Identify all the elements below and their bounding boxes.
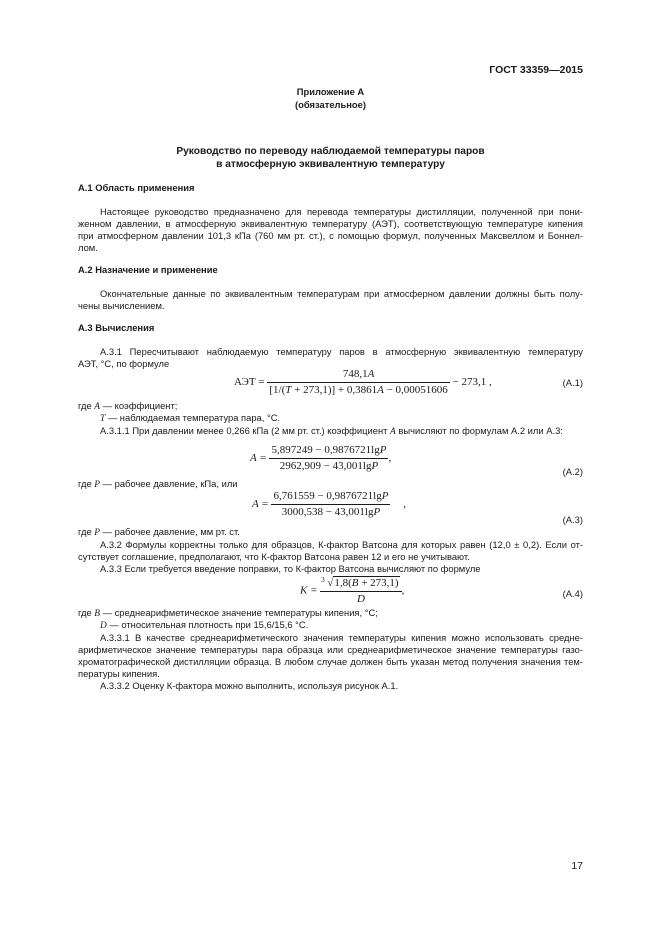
s1-line-1: Настоящее руководство предназначено для перевода температуры дистилляции, полученной при пони-: [100, 206, 583, 217]
p-a331-line-1: А.3.3.1 В качестве среднеарифметического значения температуры кипения можно использовать средне-: [100, 632, 583, 643]
page-number: 17: [571, 860, 583, 872]
annex-title: Приложение А: [296, 86, 365, 97]
where-a: где A — коэффициент;: [78, 400, 178, 412]
section-a3-heading: А.3 Вычисления: [78, 322, 155, 333]
s2-line-1: Окончательные данные по эквивалентным температурам при атмосферном давлении должны быть полу-: [100, 288, 583, 299]
formula-a3: A = $\frac{6,761559 - 0,9876721\lg P}{3000,538 - 43,001\lg P}$ ,: [252, 490, 406, 518]
p-a311: А.3.1.1 При давлении менее 0,266 кПа (2 мм рт. ст.) коэффициент A вычисляют по формулам А.2 или А.3:: [100, 425, 563, 437]
p-a31-line-2: АЭТ, °С, по формуле: [78, 358, 170, 369]
equation-number-a3: (А.3): [562, 514, 583, 525]
where-t: T — наблюдаемая температура пара, °С.: [100, 412, 281, 424]
s1-line-4: лом.: [78, 242, 98, 253]
p-a31-line-1: А.3.1 Пересчитывают наблюдаемую температуру паров в атмосферную эквивалентную температуру: [100, 346, 583, 357]
where-b: где B — среднеарифметическое значение температуры кипения, °С;: [78, 607, 378, 619]
doc-title-line-1: Руководство по переводу наблюдаемой температуры паров: [176, 146, 485, 157]
doc-title-line-2: в атмосферную эквивалентную температуру: [216, 159, 445, 170]
formula-a4: K = 3 √1,8(B + 273,1) D ,: [300, 576, 405, 605]
section-a1-heading: А.1 Область применения: [78, 182, 195, 193]
where-p-mmhg: где P — рабочее давление, мм рт. ст.: [78, 526, 240, 538]
p-a331-line-4: пературы кипения.: [78, 668, 160, 679]
s1-line-2: женном давлении, в атмосферную эквивалентную температуру (АЭТ), соответствующую температуре кипения: [78, 218, 583, 229]
where-d: D — относительная плотность при 15,6/15,6 °С.: [100, 619, 309, 631]
equation-number-a2: (А.2): [562, 466, 583, 477]
p-a332: А.3.3.2 Оценку К-фактора можно выполнить, используя рисунок А.1.: [100, 680, 399, 691]
where-p-kpa: где P — рабочее давление, кПа, или: [78, 478, 238, 490]
equation-number-a4: (А.4): [562, 588, 583, 599]
p-a331-line-2: арифметическое значение температуры пара образца или среднеарифметическое значение температуры газо-: [78, 644, 583, 655]
s2-line-2: чены вычислением.: [78, 300, 165, 311]
p-a331-line-3: хроматографической дистилляции образца. В любом случае должен быть указан метод получения значения тем-: [78, 656, 583, 667]
section-a2-heading: А.2 Назначение и применение: [78, 264, 218, 275]
s1-line-3: при атмосферном давлении 101,3 кПа (760 мм рт. ст.), с помощью формул, полученных Максвеллом и Боннел-: [78, 230, 583, 241]
equation-number-a1: (А.1): [562, 377, 583, 388]
formula-a1: АЭТ = $\frac{748,1A}{[1/(T + 273,1)] + 0,3861A - 0,00051606}$ − 273,1 ,: [234, 368, 492, 396]
p-a32-line-1: А.3.2 Формулы корректны только для образцов, К-фактор Ватсона для которых равен (12,0 ± 0,2). Если от-: [100, 539, 583, 550]
p-a33: А.3.3 Если требуется введение поправки, то К-фактор Ватсона вычисляют по формуле: [100, 563, 481, 574]
formula-a2: A = $\frac{5,897249 - 0,9876721\lg P}{2962,909 - 43,001\lg P}$ ,: [250, 444, 392, 472]
annex-status: (обязательное): [295, 99, 366, 110]
standard-number: ГОСТ 33359—2015: [489, 64, 583, 76]
p-a32-line-2: сутствует соглашение, предполагают, что К-фактор Ватсона равен 12 и его не учитывают.: [78, 551, 470, 562]
